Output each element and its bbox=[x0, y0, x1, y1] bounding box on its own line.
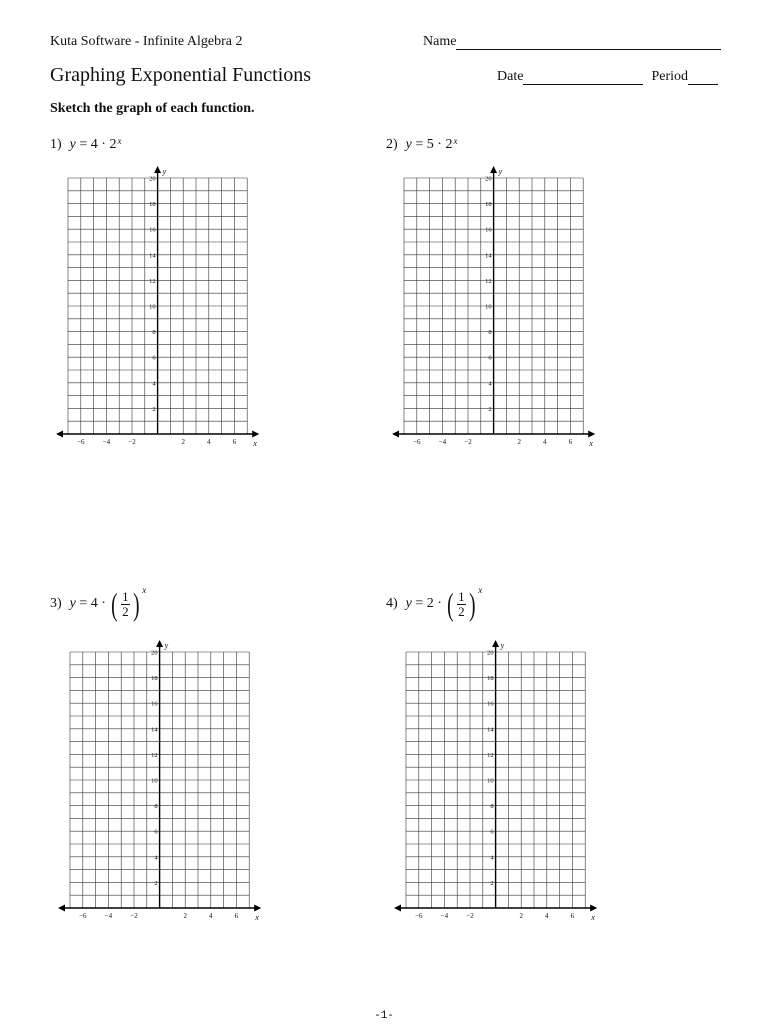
x-axis-left-arrow-icon bbox=[58, 905, 65, 912]
equals-sign: = bbox=[415, 596, 424, 611]
period-label: Period bbox=[651, 69, 688, 84]
coefficient: 4 bbox=[90, 137, 98, 152]
y-tick-label: 10 bbox=[149, 303, 156, 311]
y-axis-label: y bbox=[164, 641, 169, 650]
y-tick-label: 20 bbox=[149, 175, 156, 183]
x-tick-label: −6 bbox=[79, 912, 87, 920]
problem-number: 1) bbox=[50, 137, 62, 152]
equation-lhs: y bbox=[69, 596, 76, 611]
x-axis-left-arrow-icon bbox=[56, 431, 63, 438]
equals-sign: = bbox=[415, 137, 424, 152]
y-tick-label: 12 bbox=[485, 277, 492, 285]
y-tick-label: 14 bbox=[485, 252, 492, 260]
x-tick-label: −2 bbox=[130, 912, 138, 920]
coefficient: 5 bbox=[426, 137, 434, 152]
y-tick-label: 18 bbox=[487, 675, 494, 683]
multiply-dot: · bbox=[101, 137, 106, 152]
y-tick-label: 18 bbox=[485, 201, 492, 209]
fraction-denominator: 2 bbox=[122, 603, 129, 619]
y-tick-label: 2 bbox=[152, 405, 156, 413]
y-tick-label: 6 bbox=[488, 354, 492, 362]
y-tick-label: 2 bbox=[490, 879, 494, 887]
y-tick-label: 12 bbox=[151, 751, 158, 759]
x-tick-label: −6 bbox=[415, 912, 423, 920]
y-tick-label: 4 bbox=[490, 854, 494, 862]
x-tick-label: −4 bbox=[438, 438, 447, 446]
multiply-dot: · bbox=[437, 596, 442, 611]
x-axis-label: x bbox=[589, 439, 593, 448]
y-tick-label: 16 bbox=[487, 700, 494, 708]
x-tick-label: 6 bbox=[234, 912, 239, 920]
date-period-fields bbox=[497, 69, 718, 85]
right-paren: ) bbox=[132, 586, 140, 622]
coefficient: 2 bbox=[426, 596, 434, 611]
problem-number: 4) bbox=[386, 596, 398, 611]
coefficient: 4 bbox=[90, 596, 98, 611]
y-tick-label: 20 bbox=[487, 649, 494, 657]
y-tick-label: 10 bbox=[485, 303, 492, 311]
y-axis-label: y bbox=[500, 641, 505, 650]
y-axis-label: y bbox=[162, 167, 167, 176]
x-tick-label: −2 bbox=[128, 438, 136, 446]
x-axis-right-arrow-icon bbox=[252, 431, 259, 438]
x-tick-label: 2 bbox=[519, 912, 523, 920]
problem-1 bbox=[50, 137, 121, 153]
problem-2 bbox=[386, 137, 457, 153]
y-tick-label: 4 bbox=[488, 380, 492, 388]
equation-lhs: y bbox=[69, 137, 76, 152]
fraction-numerator: 1 bbox=[122, 588, 129, 604]
page-number: -1- bbox=[374, 1010, 394, 1022]
name-field[interactable] bbox=[423, 34, 721, 50]
y-tick-label: 10 bbox=[151, 777, 158, 785]
fraction bbox=[457, 590, 466, 619]
y-axis-up-arrow-icon bbox=[156, 640, 163, 647]
x-tick-label: −4 bbox=[440, 912, 449, 920]
y-axis-up-arrow-icon bbox=[154, 166, 161, 173]
y-tick-label: 6 bbox=[154, 828, 158, 836]
fraction-numerator: 1 bbox=[458, 588, 465, 604]
y-tick-label: 16 bbox=[151, 700, 158, 708]
y-tick-label: 8 bbox=[152, 329, 156, 337]
x-axis-left-arrow-icon bbox=[392, 431, 399, 438]
x-tick-label: −6 bbox=[77, 438, 85, 446]
multiply-dot: · bbox=[437, 137, 442, 152]
y-tick-label: 4 bbox=[152, 380, 156, 388]
y-tick-label: 8 bbox=[488, 329, 492, 337]
problem-3 bbox=[50, 585, 147, 622]
worksheet-title: Graphing Exponential Functions bbox=[50, 64, 312, 86]
y-tick-label: 20 bbox=[485, 175, 492, 183]
y-tick-label: 6 bbox=[152, 354, 156, 362]
equals-sign: = bbox=[79, 137, 88, 152]
y-tick-label: 16 bbox=[149, 226, 156, 234]
exponent: x bbox=[117, 136, 122, 146]
y-tick-label: 6 bbox=[490, 828, 494, 836]
x-tick-label: 6 bbox=[570, 912, 575, 920]
multiply-dot: · bbox=[101, 596, 106, 611]
y-axis-up-arrow-icon bbox=[490, 166, 497, 173]
base: 2 bbox=[109, 137, 117, 152]
y-tick-label: 14 bbox=[487, 726, 494, 734]
x-axis-right-arrow-icon bbox=[590, 905, 597, 912]
date-label: Date bbox=[497, 69, 524, 84]
y-tick-label: 16 bbox=[485, 226, 492, 234]
graph-3[interactable] bbox=[56, 636, 268, 930]
x-tick-label: 4 bbox=[545, 912, 549, 920]
x-tick-label: 4 bbox=[209, 912, 213, 920]
x-tick-label: −2 bbox=[466, 912, 474, 920]
fraction-denominator: 2 bbox=[458, 603, 465, 619]
graph-1[interactable] bbox=[54, 162, 266, 456]
exponent: x bbox=[142, 585, 147, 595]
x-axis-left-arrow-icon bbox=[394, 905, 401, 912]
exponent: x bbox=[453, 136, 458, 146]
left-paren: ( bbox=[447, 586, 454, 622]
name-blank[interactable] bbox=[456, 35, 721, 50]
y-tick-label: 20 bbox=[151, 649, 158, 657]
right-paren: ) bbox=[468, 586, 476, 622]
y-tick-label: 10 bbox=[487, 777, 494, 785]
x-axis-label: x bbox=[591, 913, 595, 922]
equals-sign: = bbox=[79, 596, 88, 611]
x-tick-label: 6 bbox=[568, 438, 573, 446]
graph-2[interactable] bbox=[390, 162, 602, 456]
x-tick-label: −2 bbox=[464, 438, 472, 446]
y-tick-label: 14 bbox=[149, 252, 156, 260]
x-tick-label: 6 bbox=[232, 438, 237, 446]
left-paren: ( bbox=[111, 586, 118, 622]
y-tick-label: 4 bbox=[154, 854, 158, 862]
y-axis-label: y bbox=[498, 167, 503, 176]
problem-number: 2) bbox=[386, 137, 398, 152]
graph-4[interactable] bbox=[392, 636, 604, 930]
exponent: x bbox=[478, 585, 483, 595]
x-tick-label: −6 bbox=[413, 438, 421, 446]
y-tick-label: 2 bbox=[154, 879, 158, 887]
software-title: Kuta Software - Infinite Algebra 2 bbox=[50, 34, 243, 49]
name-label: Name bbox=[423, 34, 457, 49]
date-blank[interactable] bbox=[523, 70, 643, 85]
fraction bbox=[121, 590, 130, 619]
instructions: Sketch the graph of each function. bbox=[50, 101, 255, 116]
x-tick-label: 2 bbox=[181, 438, 185, 446]
equation-lhs: y bbox=[405, 596, 412, 611]
y-tick-label: 8 bbox=[154, 803, 158, 811]
y-tick-label: 12 bbox=[149, 277, 156, 285]
base: 2 bbox=[445, 137, 453, 152]
x-axis-label: x bbox=[253, 439, 257, 448]
x-tick-label: 4 bbox=[207, 438, 211, 446]
x-tick-label: −4 bbox=[102, 438, 111, 446]
x-tick-label: −4 bbox=[104, 912, 113, 920]
y-tick-label: 18 bbox=[151, 675, 158, 683]
y-tick-label: 18 bbox=[149, 201, 156, 209]
problem-4 bbox=[386, 585, 483, 622]
x-tick-label: 2 bbox=[517, 438, 521, 446]
problem-number: 3) bbox=[50, 596, 62, 611]
y-tick-label: 2 bbox=[488, 405, 492, 413]
period-blank[interactable] bbox=[688, 70, 718, 85]
x-axis-right-arrow-icon bbox=[588, 431, 595, 438]
equation-lhs: y bbox=[405, 137, 412, 152]
x-tick-label: 4 bbox=[543, 438, 547, 446]
y-tick-label: 8 bbox=[490, 803, 494, 811]
y-axis-up-arrow-icon bbox=[492, 640, 499, 647]
x-axis-right-arrow-icon bbox=[254, 905, 261, 912]
x-axis-label: x bbox=[255, 913, 259, 922]
y-tick-label: 14 bbox=[151, 726, 158, 734]
y-tick-label: 12 bbox=[487, 751, 494, 759]
x-tick-label: 2 bbox=[183, 912, 187, 920]
